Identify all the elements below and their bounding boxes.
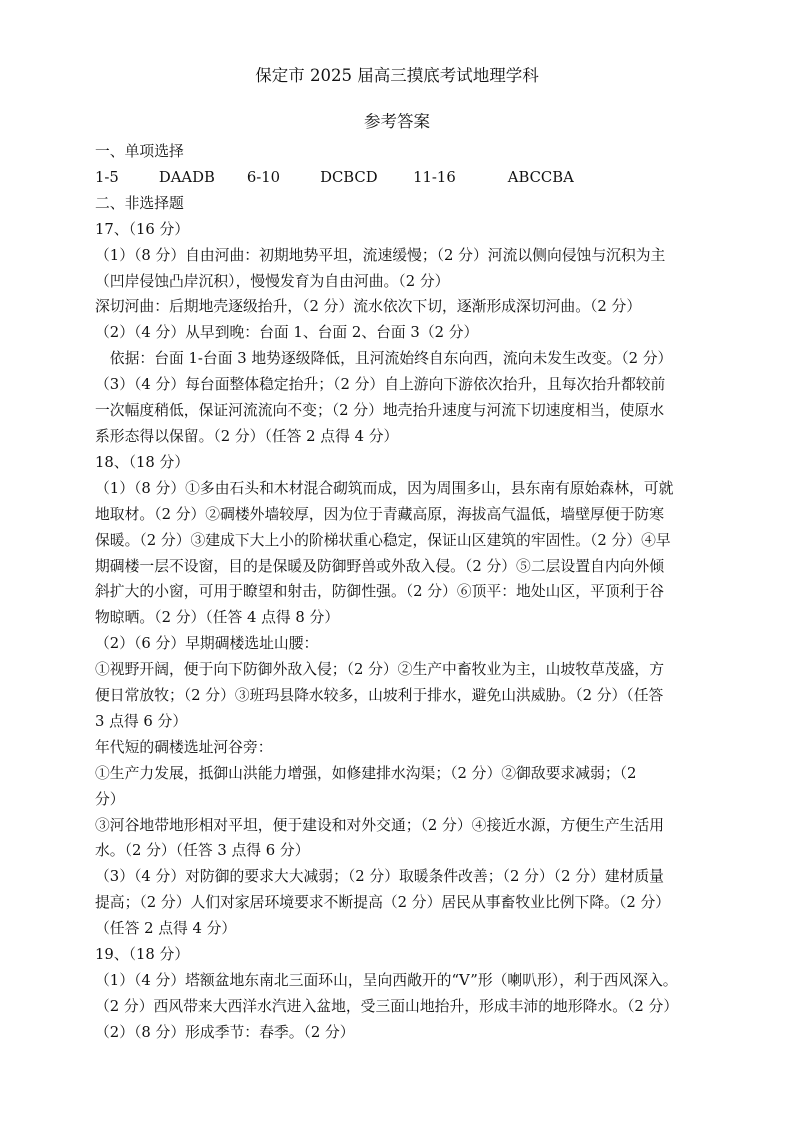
text-line: 依据：台面 1-台面 3 地势逐级降低，且河流始终自东向西，流向未发生改变。（2 分）	[95, 350, 673, 368]
text-line: 3 点得 6 分）	[95, 712, 188, 730]
text-line: 系形态得以保留。（2 分）（任答 2 点得 4 分）	[95, 427, 399, 445]
text-line: （2 分）西风带来大西洋水汽进入盆地，受三面山地抬升，形成丰沛的地形降水。（2 分）	[95, 997, 679, 1015]
text-line: （3）（4 分）对防御的要求大大减弱；（2 分）取暖条件改善；（2 分）（2 分）建材质量	[95, 868, 664, 886]
single-choice-answers	[95, 165, 735, 191]
text-line: 分）	[95, 790, 125, 808]
section-heading-single-choice: 一、单项选择	[95, 143, 184, 160]
answer-letters: DAADB	[158, 168, 215, 186]
answer-letters: ABCCBA	[507, 168, 574, 186]
text-line: 水。（2 分）（任答 3 点得 6 分）	[95, 842, 310, 860]
document-title: 保定市 2025 届高三摸底考试地理学科	[255, 66, 539, 85]
text-line: （2）（8 分）形成季节：春季。（2 分）	[95, 1023, 355, 1041]
text-line: （1）（4 分）塔额盆地东南北三面环山，呈向西敞开的“V”形（喇叭形），利于西风深入。	[95, 972, 678, 989]
answer-range: 11-16	[413, 168, 456, 186]
text-line: （2）（4 分）从早到晚：台面 1、台面 2、台面 3（2 分）	[95, 324, 479, 342]
question-19-heading: 19、（18 分）	[95, 946, 190, 964]
answer-range: 6-10	[246, 168, 281, 186]
answer-range: 1-5	[95, 168, 119, 186]
text-line: 斜扩大的小窗，可用于瞭望和射击，防御性强。（2 分）⑥顶平：地处山区，平顶利于谷	[95, 583, 665, 601]
text-line: 地取材。（2 分）②碉楼外墙较厚，因为位于青藏高原，海拔高气温低，墙壁厚便于防寒	[95, 505, 665, 523]
text-line: （任答 2 点得 4 分）	[95, 920, 237, 938]
text-line: 提高；（2 分）人们对家居环境要求不断提高（2 分）居民从事畜牧业比例下降。（2 分）	[95, 894, 671, 912]
text-line: （1）（8 分）自由河曲：初期地势平坦，流速缓慢；（2 分）河流以侧向侵蚀与沉积为主	[95, 246, 666, 264]
text-line: （2）（6 分）早期碉楼选址山腰：	[95, 635, 319, 653]
text-line: 深切河曲：后期地壳逐级抬升，（2 分）流水依次下切，逐渐形成深切河曲。（2 分）	[95, 298, 642, 316]
text-line: ③河谷地带地形相对平坦，便于建设和对外交通；（2 分）④接近水源，方便生产生活用	[95, 816, 665, 834]
text-line: 一次幅度稍低，保证河流流向不变；（2 分）地壳抬升速度与河流下切速度相当，使原水	[95, 402, 665, 420]
text-line: ①生产力发展，抵御山洪能力增强，如修建排水沟渠；（2 分）②御敌要求减弱；（2	[95, 764, 637, 782]
text-line: ①视野开阔，便于向下防御外敌入侵；（2 分）②生产中畜牧业为主，山坡牧草茂盛，方	[95, 661, 665, 679]
text-line: （3）（4 分）每台面整体稳定抬升；（2 分）自上游向下游依次抬升，且每次抬升都较前	[95, 376, 666, 394]
question-18-heading: 18、（18 分）	[95, 453, 190, 471]
answer-letters: DCBCD	[320, 168, 378, 186]
text-line: 年代短的碉楼选址河谷旁：	[95, 738, 273, 756]
answer-content	[95, 139, 735, 1046]
text-line: 期碉楼一层不设窗，目的是保暖及防御野兽或外敌入侵。（2 分）⑤二层设置自内向外倾	[95, 557, 665, 575]
document-subtitle: 参考答案	[364, 112, 430, 131]
text-line: 便日常放牧；（2 分）③班玛县降水较多，山坡利于排水，避免山洪威胁。（2 分）（任答	[95, 687, 664, 705]
text-line: （凹岸侵蚀凸岸沉积），慢慢发育为自由河曲。（2 分）	[95, 272, 450, 290]
text-line: （1）（8 分）①多由石头和木材混合砌筑而成，因为周围多山，县东南有原始森林，可就	[95, 479, 674, 497]
text-line: 物晾晒。（2 分）（任答 4 点得 8 分）	[95, 609, 340, 627]
section-heading-non-choice: 二、非选择题	[95, 194, 184, 212]
question-17-heading: 17、（16 分）	[95, 220, 190, 238]
text-line: 保暖。（2 分）③建成下大上小的阶梯状重心稳定，保证山区建筑的牢固性。（2 分）④早	[95, 531, 671, 549]
